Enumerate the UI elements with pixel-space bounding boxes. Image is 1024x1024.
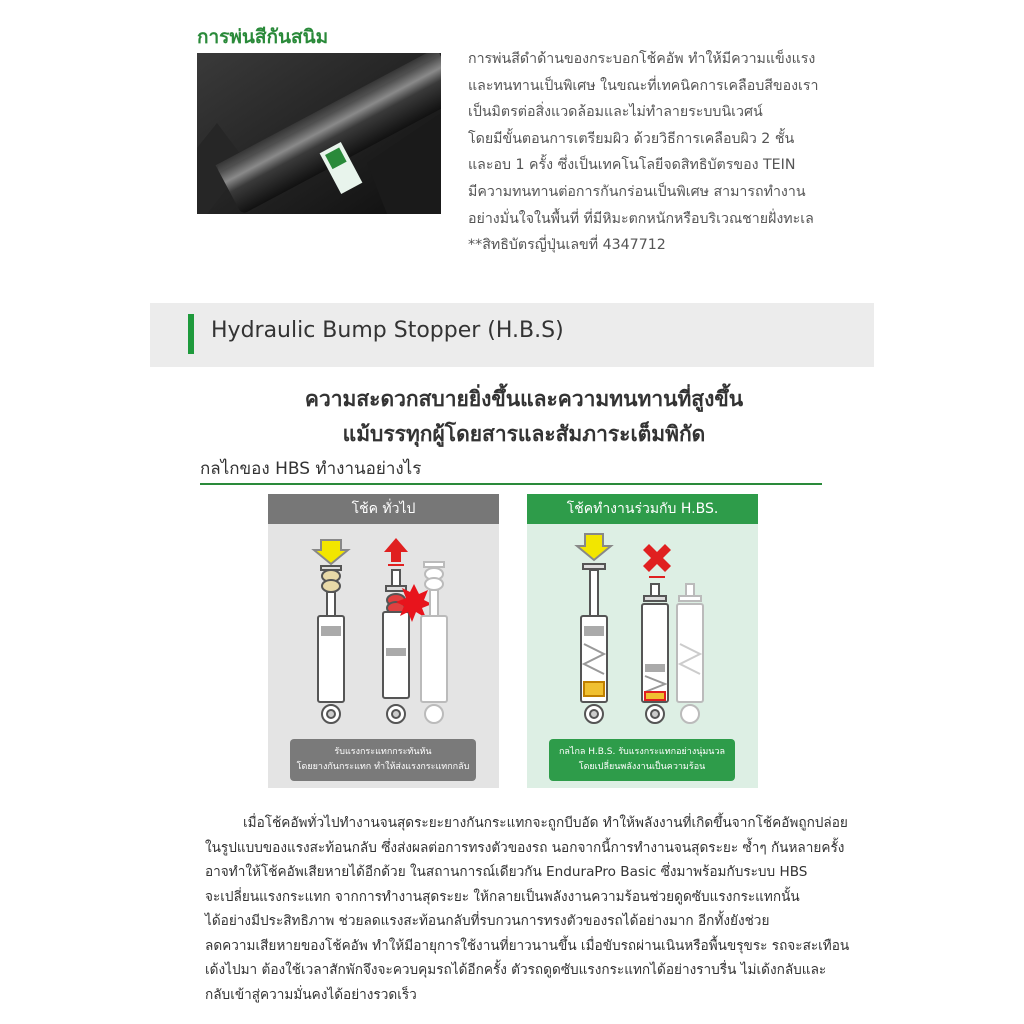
caption-line: กลไกล H.B.S. รับแรงกระแทกอย่างนุ่มนวล [558,747,726,757]
panel-right-title: โช้คทำงานร่วมกับ H.BS. [527,494,758,524]
caption-line: โดยยางกันกระแทก ทำให้ส่งแรงกระแทกกลับ [296,762,470,772]
panel-left-title: โช้ค ทั่วไป [268,494,499,524]
panel-right-caption [549,739,735,781]
text-line: เมื่อโช้คอัพทั่วไปทำงานจนสุดระยะยางกันกระแทกจะถูกบีบอัด ทำให้พลังงานที่เกิดขึ้นจากโช้คอัพถูกปล่อย [243,815,848,831]
text-line: เป็นมิตรต่อสิ่งแวดล้อมและไม่ทำลายระบบนิเวศน์ [468,104,763,121]
hbs-shock-diagram [527,524,758,736]
rust-coating-description [468,46,838,259]
text-line: และอบ 1 ครั้ง ซึ่งเป็นเทคโนโลยีจดสิทธิบัตรของ TEIN [468,157,796,174]
panel-left-caption [290,739,476,781]
shock-photo-illustration [197,53,441,214]
text-line: ได้อย่างมีประสิทธิภาพ ช่วยลดแรงสะท้อนกลับที่รบกวนการทรงตัวของรถได้อย่างมาก อีกทั้งยังช่วย [205,913,770,929]
standard-shock-diagram [268,524,499,736]
heading-divider [200,483,822,485]
text-line: อาจทำให้โช้คอัพเสียหายได้อีกด้วย ในสถานการณ์เดียวกัน EnduraPro Basic ซึ่งมาพร้อมกับระบบ HBS [205,864,808,880]
headline-full-load: แม้บรรทุกผู้โดยสารและสัมภาระเต็มพิกัด [342,422,706,446]
text-line: ลดความเสียหายของโช้คอัพ ทำให้มีอายุการใช้งานที่ยาวนานขึ้น เมื่อขับรถผ่านเนินหรือพื้นขรุขระ รถจะสะเทือน [205,937,850,954]
banner-accent-bar [188,314,194,354]
section-title-rust-coating: การพ่นสีกันสนิม [197,26,329,48]
text-line: จะเปลี่ยนแรงกระแทก จากการทำงานสุดระยะ ให้กลายเป็นพลังงานความร้อนช่วยดูดซับแรงกระแทกนั้น [205,888,800,905]
text-line: และทนทานเป็นพิเศษ ในขณะที่เทคนิคการเคลือบสีของเรา [468,77,819,94]
text-line: มีความทนทานต่อการกันกร่อนเป็นพิเศษ สามารถทำงาน [468,183,806,200]
text-line: การพ่นสีดำด้านของกระบอกโช้คอัพ ทำให้มีความแข็งแรง [468,51,816,67]
hbs-banner-title: Hydraulic Bump Stopper (H.B.S) [211,318,564,343]
headline-comfort: ความสะดวกสบายยิ่งขึ้นและความทนทานที่สูงขึ้น [304,387,744,411]
cross-icon [643,544,671,578]
caption-line: รับแรงกระแทกกระทันหัน [334,747,432,757]
text-line: ในรูปแบบของแรงสะท้อนกลับ ซึ่งส่งผลต่อการทรงตัวของรถ นอกจากนี้การทำงานจนสุดระยะ ซ้ำๆ กันหลายครั้ง [205,839,845,856]
panel-hbs-shock [527,494,758,788]
text-line: กลับเข้าสู่ความมั่นคงได้อย่างรวดเร็ว [205,986,417,1003]
text-line: เด้งไปมา ต้องใช้เวลาสักพักจึงจะควบคุมรถได้อีกครั้ง ตัวรถดูดซับแรงกระแทกได้อย่างราบรื่น ไม่เด้งกลับและ [205,962,827,978]
text-line: **สิทธิบัตรญี่ปุ่นเลขที่ 4347712 [468,237,666,254]
text-line: โดยมีขั้นตอนการเตรียมผิว ด้วยวิธีการเคลือบผิว 2 ชั้น [468,130,795,147]
hbs-explanation-paragraph [205,811,850,1007]
text-line: อย่างมั่นใจในพื้นที่ ที่มีหิมะตกหนักหรือบริเวณชายฝั่งทะเล [468,210,814,227]
panel-standard-shock [268,494,499,788]
caption-line: โดยเปลี่ยนพลังงานเป็นความร้อน [578,762,706,772]
shock-absorber-photo [197,53,441,214]
hbs-mechanism-heading: กลไกของ HBS ทำงานอย่างไร [200,459,422,479]
